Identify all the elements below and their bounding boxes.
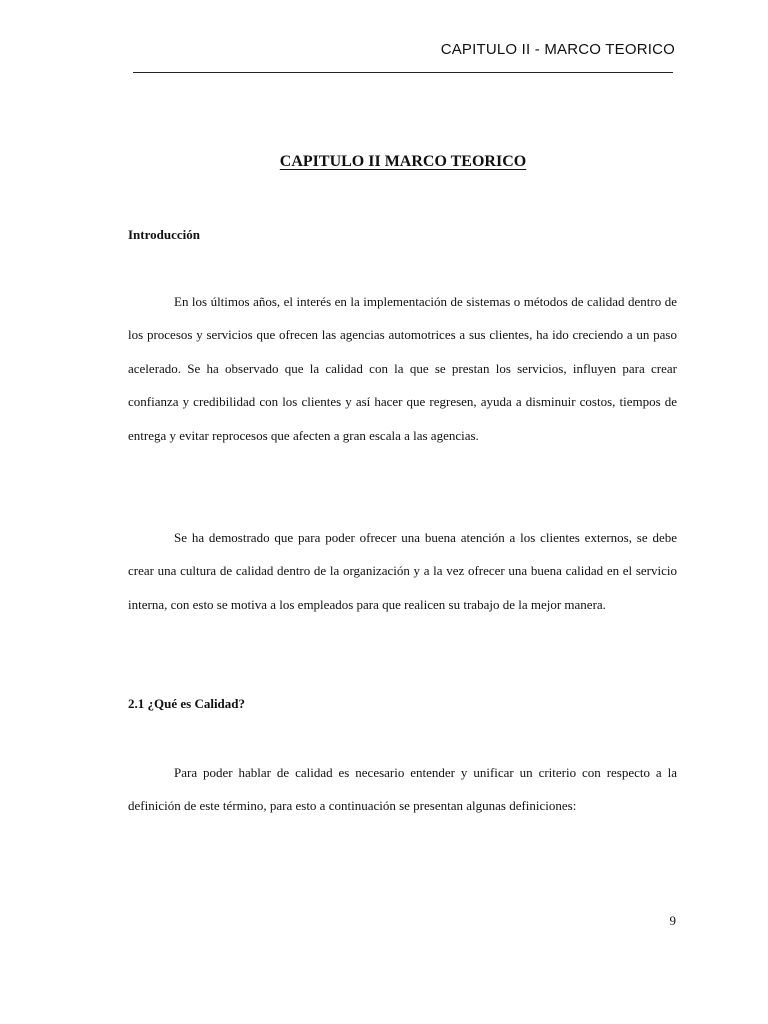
page-number: 9	[669, 913, 676, 928]
chapter-title: CAPITULO II MARCO TEORICO	[279, 153, 527, 170]
section-2-1-heading: 2.1 ¿Qué es Calidad?	[128, 696, 246, 711]
intro-paragraph-1: En los últimos años, el interés en la implementación de sistemas o métodos de calidad dentro de los procesos y servicios que ofrecen las agencias automotrices a sus clientes, ha ido creciendo a un paso acelerado. Se ha observado que la calidad con la que se prestan los servicios, influyen para crear confianza y credibilidad con los clientes y así hacer que regresen, ayuda a disminuir costos, tiempos de entrega y evitar reprocesos que afecten a gran escala a las agencias.	[128, 294, 677, 443]
intro-heading: Introducción	[128, 227, 200, 242]
running-header-title: CAPITULO II - MARCO TEORICO	[440, 41, 675, 58]
header-divider	[133, 72, 673, 73]
intro-paragraph-2: Se ha demostrado que para poder ofrecer una buena atención a los clientes externos, se debe crear una cultura de calidad dentro de la organización y a la vez ofrecer una buena calidad en el servicio interna, con esto se motiva a los empleados para que realicen su trabajo de la mejor manera.	[128, 530, 677, 612]
section-2-1-paragraph: Para poder hablar de calidad es necesario entender y unificar un criterio con respecto a la definición de este término, para esto a continuación se presentan algunas definiciones:	[128, 765, 677, 814]
